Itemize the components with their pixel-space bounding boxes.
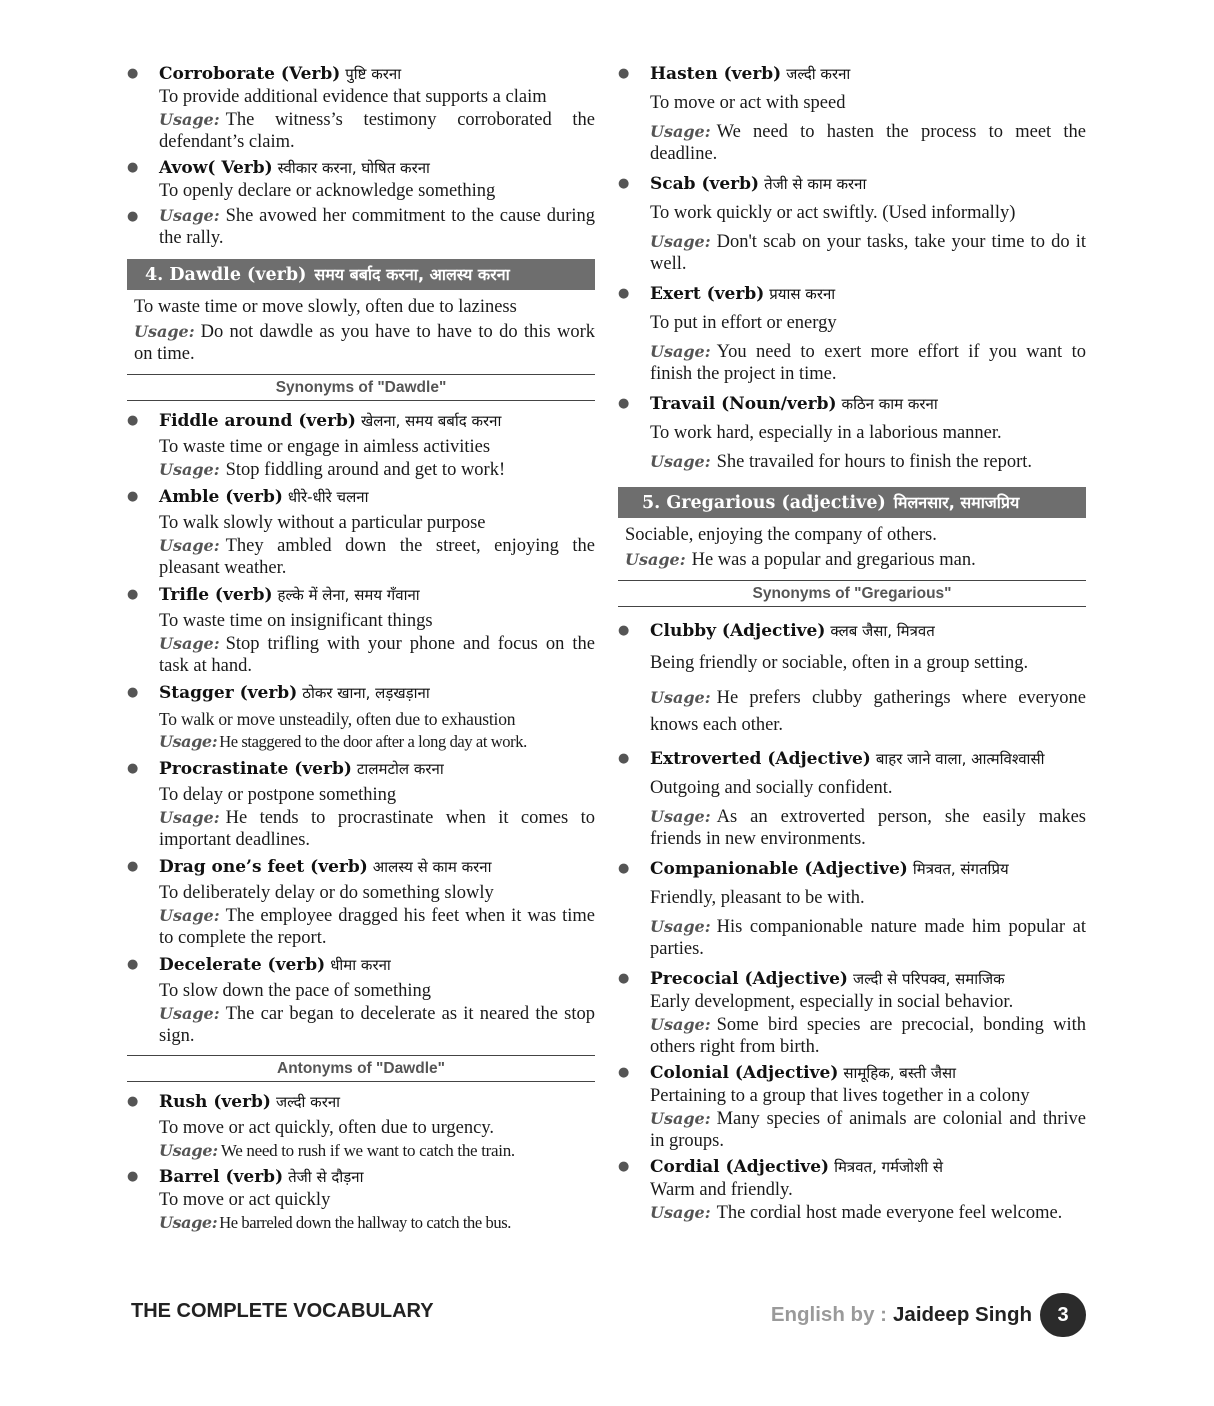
entry-usage: Stop fiddling around and get to work!: [225, 460, 506, 480]
entry-hindi: धीरे-धीरे चलना: [287, 488, 369, 506]
entry-hindi: धीमा करना: [330, 956, 391, 974]
vocab-entry: [127, 485, 595, 579]
entry-definition: Early development, especially in social behavior.: [650, 992, 1014, 1012]
entry-term: Amble (verb): [159, 487, 283, 507]
entry-usage: He staggered to the door after a long day at work.: [219, 732, 527, 751]
vocab-entry: [618, 62, 1086, 165]
entry-definition: Warm and friendly.: [650, 1180, 793, 1200]
entry-usage: As an extroverted person, she easily makes friends in new environments.: [650, 807, 1086, 849]
entry-term: Decelerate (verb): [159, 955, 326, 975]
bullet-icon: ●: [618, 1065, 630, 1080]
usage-label: Usage:: [650, 807, 711, 826]
vocab-entry: [127, 409, 595, 481]
usage-label: Usage:: [159, 808, 220, 827]
usage-label: Usage:: [650, 1015, 711, 1034]
entry-hindi: क्लब जैसा, मित्रवत: [830, 622, 935, 640]
entry-hindi: बाहर जाने वाला, आत्मविश्वासी: [875, 750, 1045, 768]
entry-usage: She avowed her commitment to the cause during the rally.: [159, 206, 595, 248]
usage-label: Usage:: [159, 634, 220, 653]
entry-term: Avow( Verb): [159, 158, 273, 178]
right-column: [618, 62, 1086, 1224]
entry-definition: To move or act quickly, often due to urgency.: [159, 1118, 495, 1138]
entry-hindi: मित्रवत, गर्मजोशी से: [834, 1158, 944, 1176]
entry-hindi: कठिन काम करना: [841, 395, 938, 413]
usage-label: Usage:: [159, 1004, 220, 1023]
vocab-entry: [618, 967, 1086, 1058]
entry-usage: She travailed for hours to finish the report.: [716, 452, 1033, 472]
synonyms-heading: Synonyms of "Dawdle": [127, 374, 595, 401]
usage-label: Usage:: [625, 550, 686, 569]
entry-usage: He barreled down the hallway to catch the bus.: [219, 1213, 511, 1232]
entry-definition: To openly declare or acknowledge something: [159, 181, 496, 201]
entry-term: Hasten (verb): [650, 64, 782, 84]
entry-usage: He prefers clubby gatherings where everyone knows each other.: [650, 688, 1086, 735]
vocab-entry: [127, 1090, 595, 1162]
entry-hindi: तेजी से दौड़ना: [288, 1168, 364, 1186]
entry-definition: To waste time on insignificant things: [159, 611, 433, 631]
entry-term: Drag one’s feet (verb): [159, 857, 368, 877]
usage-label: Usage:: [650, 688, 711, 707]
bullet-icon: ●: [618, 66, 630, 81]
bullet-icon: ●: [127, 761, 139, 776]
entry-term: Cordial (Adjective): [650, 1157, 830, 1177]
entry-term: Fiddle around (verb): [159, 411, 356, 431]
entry-definition: To work hard, especially in a laborious manner.: [650, 423, 1002, 443]
entry-term: Corroborate (Verb): [159, 64, 341, 84]
entry-usage: Some bird species are precocial, bonding with others right from birth.: [650, 1015, 1086, 1057]
entry-usage: The cordial host made everyone feel welcome.: [716, 1203, 1063, 1223]
entry-definition: To put in effort or energy: [650, 313, 837, 333]
vocab-entry: [127, 583, 595, 677]
bullet-icon: ●: [618, 861, 630, 876]
section-definition: Sociable, enjoying the company of others.: [625, 525, 937, 545]
bullet-icon: ●: [127, 587, 139, 602]
entry-usage: They ambled down the street, enjoying the pleasant weather.: [159, 536, 595, 578]
entry-definition: To work quickly or act swiftly. (Used informally): [650, 203, 1016, 223]
usage-label: Usage:: [159, 1141, 218, 1160]
bullet-icon: ●: [127, 957, 139, 972]
section-definition: To waste time or move slowly, often due to laziness: [134, 297, 517, 317]
vocab-entry: [618, 282, 1086, 385]
section-intro: [618, 524, 1086, 571]
bullet-icon: ●: [127, 1169, 139, 1184]
bullet-icon: ●: [618, 623, 630, 638]
vocab-entry: [127, 953, 595, 1047]
entry-term: Companionable (Adjective): [650, 859, 908, 879]
entry-term: Stagger (verb): [159, 683, 298, 703]
entry-definition: Being friendly or sociable, often in a group setting.: [650, 653, 1029, 673]
entry-usage: The employee dragged his feet when it was time to complete the report.: [159, 906, 595, 948]
entry-term: Exert (verb): [650, 284, 765, 304]
entry-definition: To waste time or engage in aimless activities: [159, 437, 491, 457]
entry-usage: You need to exert more effort if you want to finish the project in time.: [650, 342, 1086, 384]
book-title: THE COMPLETE VOCABULARY: [131, 1300, 434, 1322]
entry-hindi: पुष्टि करना: [345, 65, 402, 83]
usage-label: Usage:: [134, 322, 195, 341]
usage-label: Usage:: [159, 110, 220, 129]
vocab-entry: [618, 1061, 1086, 1152]
entry-usage: The witness’s testimony corroborated the defendant’s claim.: [159, 110, 595, 152]
footer-author: [771, 1293, 1086, 1337]
bullet-icon: ●: [127, 859, 139, 874]
entry-hindi: सामूहिक, बस्ती जैसा: [843, 1064, 957, 1082]
entry-definition: Pertaining to a group that lives together in a colony: [650, 1086, 1030, 1106]
bullet-icon: ●: [127, 209, 139, 224]
usage-label: Usage:: [650, 1203, 711, 1222]
entry-usage: We need to hasten the process to meet the deadline.: [650, 122, 1086, 164]
entry-term: Clubby (Adjective): [650, 621, 826, 641]
section-title: 5. Gregarious (adjective): [642, 493, 886, 513]
entry-hindi: आलस्य से काम करना: [372, 858, 492, 876]
section-usage: He was a popular and gregarious man.: [691, 550, 976, 570]
entry-term: Trifle (verb): [159, 585, 273, 605]
entry-term: Barrel (verb): [159, 1167, 284, 1187]
vocab-entry: [618, 392, 1086, 473]
entry-definition: To delay or postpone something: [159, 785, 397, 805]
entry-usage: We need to rush if we want to catch the train.: [220, 1141, 515, 1160]
entry-definition: To walk slowly without a particular purpose: [159, 513, 486, 533]
bullet-icon: ●: [127, 1094, 139, 1109]
entry-hindi: स्वीकार करना, घोषित करना: [277, 159, 430, 177]
bullet-icon: ●: [618, 751, 630, 766]
usage-label: Usage:: [650, 122, 711, 141]
author-prefix: English by :: [770, 1303, 888, 1326]
antonyms-heading: Antonyms of "Dawdle": [127, 1055, 595, 1082]
section-usage: Do not dawdle as you have to have to do this work on time.: [134, 322, 595, 364]
entry-hindi: हल्के में लेना, समय गँवाना: [277, 586, 420, 604]
entry-definition: To provide additional evidence that supports a claim: [159, 87, 547, 107]
entry-definition: To move or act with speed: [650, 93, 846, 113]
section-header-gregarious: [618, 487, 1086, 518]
synonyms-heading: Synonyms of "Gregarious": [618, 580, 1086, 607]
section-header-dawdle: [127, 259, 595, 290]
bullet-icon: ●: [618, 396, 630, 411]
bullet-icon: ●: [618, 286, 630, 301]
page-number: 3: [1040, 1293, 1086, 1337]
vocab-entry: [618, 1155, 1086, 1224]
entry-usage: Stop trifling with your phone and focus on the task at hand.: [159, 634, 595, 676]
usage-label: Usage:: [159, 906, 220, 925]
entry-term: Colonial (Adjective): [650, 1063, 839, 1083]
vocab-entry: [127, 757, 595, 851]
usage-label: Usage:: [650, 917, 711, 936]
entry-hindi: खेलना, समय बर्बाद करना: [360, 412, 502, 430]
vocab-entry: [127, 681, 595, 753]
usage-label: Usage:: [650, 232, 711, 251]
usage-label: Usage:: [159, 1213, 218, 1232]
vocab-entry: [127, 1165, 595, 1234]
entry-definition: To walk or move unsteadily, often due to exhaustion: [159, 709, 516, 729]
left-column: [127, 62, 595, 1234]
vocab-entry: [127, 62, 595, 153]
vocab-entry: [618, 857, 1086, 960]
usage-label: Usage:: [159, 460, 220, 479]
entry-hindi: जल्दी से परिपक्व, समाजिक: [852, 970, 1005, 988]
vocab-entry: [618, 747, 1086, 850]
entry-usage: Many species of animals are colonial and thrive in groups.: [650, 1109, 1086, 1151]
bullet-icon: ●: [127, 685, 139, 700]
entry-term: Travail (Noun/verb): [650, 394, 837, 414]
bullet-icon: ●: [618, 1159, 630, 1174]
entry-definition: Outgoing and socially confident.: [650, 778, 893, 798]
entry-hindi: टालमटोल करना: [356, 760, 444, 778]
entry-hindi: प्रयास करना: [769, 285, 836, 303]
entry-usage: His companionable nature made him popular at parties.: [650, 917, 1086, 959]
section-hindi: मिलनसार, समाजप्रिय: [893, 493, 1020, 512]
vocab-entry: [618, 619, 1086, 739]
entry-usage: Don't scab on your tasks, take your time to do it well.: [650, 232, 1086, 274]
entry-definition: To slow down the pace of something: [159, 981, 432, 1001]
entry-term: Rush (verb): [159, 1092, 271, 1112]
bullet-icon: ●: [127, 489, 139, 504]
entry-usage: He tends to procrastinate when it comes to important deadlines.: [159, 808, 595, 850]
entry-definition: To deliberately delay or do something slowly: [159, 883, 494, 903]
entry-hindi: ठोकर खाना, लड़खड़ाना: [302, 684, 430, 702]
vocab-entry: [127, 156, 595, 249]
section-hindi: समय बर्बाद करना, आलस्य करना: [314, 265, 510, 284]
entry-term: Procrastinate (verb): [159, 759, 352, 779]
entry-term: Precocial (Adjective): [650, 969, 848, 989]
bullet-icon: ●: [127, 66, 139, 81]
usage-label: Usage:: [159, 206, 220, 225]
usage-label: Usage:: [159, 536, 220, 555]
usage-label: Usage:: [650, 1109, 711, 1128]
entry-term: Scab (verb): [650, 174, 760, 194]
entry-hindi: जल्दी करना: [275, 1093, 341, 1111]
usage-label: Usage:: [159, 732, 218, 751]
bullet-icon: ●: [127, 413, 139, 428]
section-title: 4. Dawdle (verb): [145, 265, 307, 285]
section-intro: [127, 296, 595, 365]
bullet-icon: ●: [618, 176, 630, 191]
bullet-icon: ●: [127, 160, 139, 175]
vocab-entry: [127, 855, 595, 949]
entry-term: Extroverted (Adjective): [650, 749, 871, 769]
entry-definition: To move or act quickly: [159, 1190, 331, 1210]
entry-hindi: तेजी से काम करना: [764, 175, 867, 193]
entry-hindi: जल्दी करना: [786, 65, 851, 83]
entry-hindi: मित्रवत, संगतप्रिय: [912, 860, 1009, 878]
usage-label: Usage:: [650, 452, 711, 471]
bullet-icon: ●: [618, 971, 630, 986]
usage-label: Usage:: [650, 342, 711, 361]
author-name: Jaideep Singh: [893, 1303, 1032, 1326]
entry-definition: Friendly, pleasant to be with.: [650, 888, 865, 908]
entry-usage: The car began to decelerate as it neared the stop sign.: [159, 1004, 595, 1046]
vocab-entry: [618, 172, 1086, 275]
